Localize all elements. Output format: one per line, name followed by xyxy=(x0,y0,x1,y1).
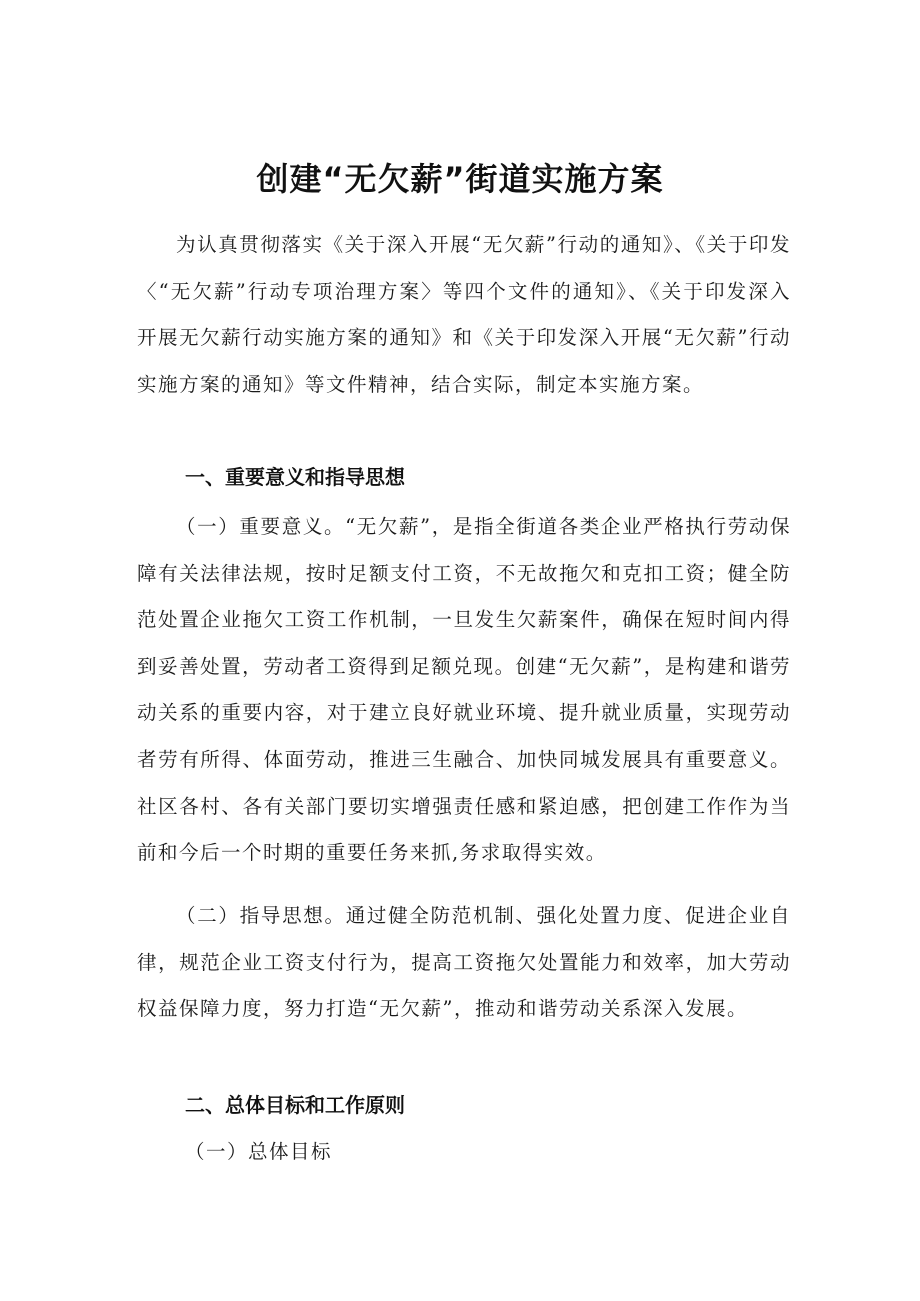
subheading-overall-goal: （一）总体目标 xyxy=(185,1140,333,1163)
section-heading-2: 二、总体目标和工作原则 xyxy=(185,1093,405,1117)
intro-paragraph: 为认真贯彻落实《关于深入开展“无欠薪”行动的通知》、《关于印发〈“无欠薪”行动专项治理方案〉等四个文件的通知》、《关于印发深入开展无欠薪行动实施方案的通知》和《关于印发深入开展“无欠薪”行动实施方案的通知》等文件精神，结合实际，制定本实施方案。 xyxy=(137,233,791,396)
document-title: 创建“无欠薪”街道实施方案 xyxy=(256,160,664,199)
guiding-thought-paragraph: （二）指导思想。通过健全防范机制、强化处置力度、促进企业自律，规范企业工资支付行为，提高工资拖欠处置能力和效率，加大劳动权益保障力度，努力打造“无欠薪”，推动和谐劳动关系深入发展。 xyxy=(137,904,791,1021)
section-heading-1: 一、重要意义和指导思想 xyxy=(185,465,405,489)
importance-paragraph: （一）重要意义。“无欠薪”，是指全街道各类企业严格执行劳动保障有关法律法规，按时足额支付工资，不无故拖欠和克扣工资；健全防范处置企业拖欠工资工作机制，一旦发生欠薪案件，确保在短时间内得到妥善处置，劳动者工资得到足额兑现。创建“无欠薪”，是构建和谐劳动关系的重要内容，对于建立良好就业环境、提升就业质量，实现劳动者劳有所得、体面劳动，推进三生融合、加快同城发展具有重要意义。社区各村、各有关部门要切实增强责任感和紧迫感，把创建工作作为当前和今后一个时期的重要任务来抓,务求取得实效。 xyxy=(137,515,791,865)
